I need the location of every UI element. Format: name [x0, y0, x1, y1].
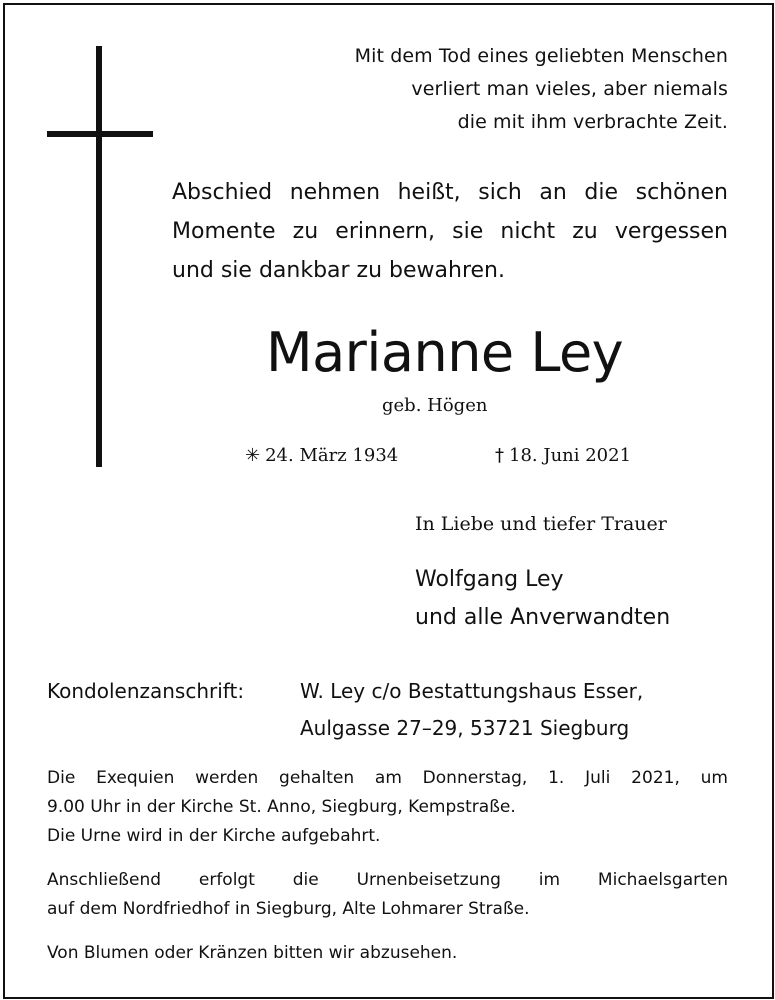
quote-line: die mit ihm verbrachte Zeit.: [457, 111, 728, 133]
mourner-name: Wolfgang Ley: [415, 567, 564, 592]
farewell-line: und sie dankbar zu bewahren.: [172, 258, 505, 283]
flowers-note: [47, 939, 728, 968]
burial-info-paragraph: [47, 866, 728, 924]
service-info-paragraph: [47, 764, 728, 851]
address-line: Aulgasse 27–29, 53721 Siegburg: [300, 716, 630, 740]
farewell-line: Momente zu erinnern, sie nicht zu vergessen: [172, 219, 728, 244]
address-line: W. Ley c/o Bestattungshaus Esser,: [300, 679, 644, 703]
condolence-address: [300, 673, 643, 747]
birth-name: geb. Högen: [382, 395, 488, 416]
info-line: Von Blumen oder Kränzen bitten wir abzusehen.: [47, 943, 458, 963]
farewell-text: [172, 173, 728, 290]
info-line: Die Exequien werden gehalten am Donnerstag, 1. Juli 2021, um: [47, 768, 728, 788]
info-line: Anschließend erfolgt die Urnenbeisetzung im Michaelsgarten: [47, 870, 728, 890]
quote-line: Mit dem Tod eines geliebten Menschen: [354, 45, 728, 67]
birth-star-icon: ✳: [245, 445, 261, 466]
cross-vertical-bar: [96, 46, 102, 467]
mourner-name: und alle Anverwandten: [415, 605, 671, 630]
farewell-line: Abschied nehmen heißt, sich an die schönen: [172, 180, 728, 205]
cross-horizontal-bar: [47, 131, 153, 137]
mourning-intro: In Liebe und tiefer Trauer: [415, 513, 667, 535]
mourners-list: [415, 561, 670, 637]
death-cross-icon: †: [495, 445, 504, 466]
death-date: 18. Juni 2021: [509, 445, 632, 466]
deceased-name: Marianne Ley: [266, 321, 624, 384]
quote-line: verliert man vieles, aber niemals: [411, 78, 728, 100]
birth-date: 24. März 1934: [265, 445, 399, 466]
memorial-quote: [248, 40, 728, 139]
info-line: auf dem Nordfriedhof in Siegburg, Alte Lohmarer Straße.: [47, 899, 530, 919]
info-line: 9.00 Uhr in der Kirche St. Anno, Siegburg, Kempstraße.: [47, 797, 516, 817]
info-line: Die Urne wird in der Kirche aufgebahrt.: [47, 826, 381, 846]
death-date-line: [495, 443, 631, 469]
birth-date-line: [245, 443, 398, 469]
condolence-label: Kondolenzanschrift:: [47, 679, 245, 703]
